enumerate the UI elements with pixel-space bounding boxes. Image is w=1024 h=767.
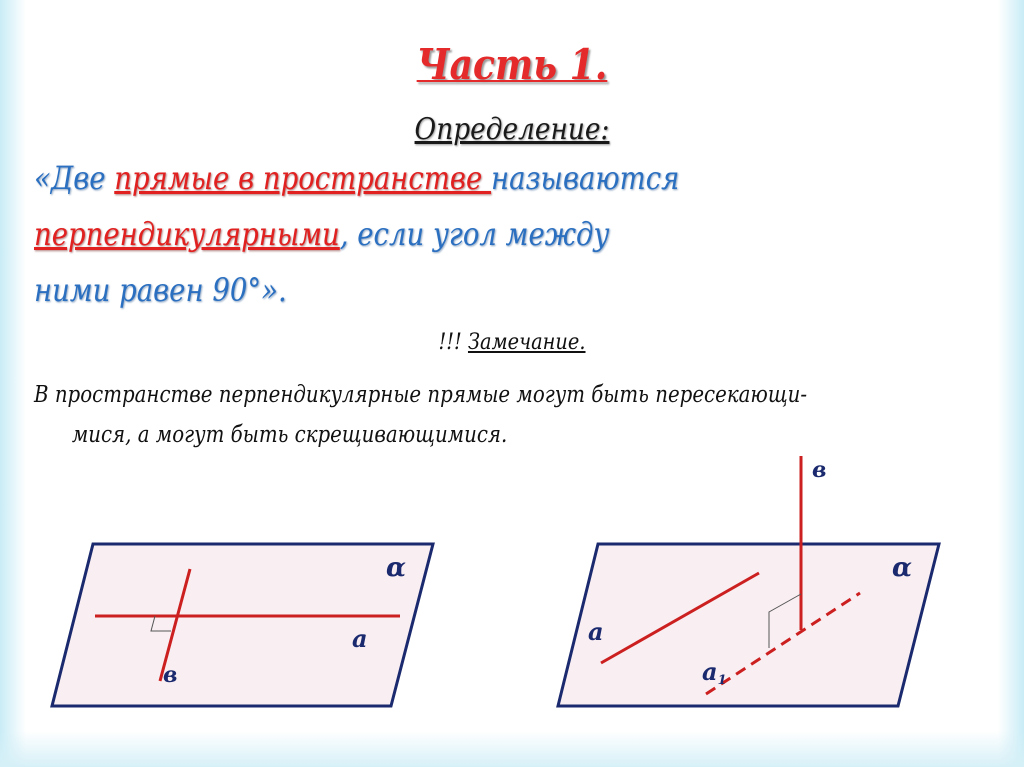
- figure-skew: [558, 456, 939, 706]
- line-a1-letter: а: [702, 657, 718, 686]
- definition-term-perpendicular: перпендикулярными: [34, 215, 340, 253]
- line-a-label-left: а: [352, 624, 368, 653]
- remark-label: Замечание.: [467, 330, 586, 355]
- figure-intersecting: [52, 544, 433, 706]
- definition-verb: называются: [490, 159, 680, 197]
- definition-rest: , если угол между ними равен 90°».: [34, 215, 610, 309]
- plane-alpha-right: [558, 544, 939, 706]
- remark-line-1: В пространстве перпендикулярные прямые могут быть пересекающи-: [34, 382, 808, 408]
- slide-title: Часть 1.: [416, 40, 608, 89]
- line-a-label-right: а: [588, 617, 604, 646]
- plane-label-right: α: [892, 553, 913, 583]
- plane-alpha-left: [52, 544, 433, 706]
- remark-line-2: мися, а могут быть скрещивающимися.: [71, 422, 508, 448]
- line-a1-subscript: 1: [717, 673, 727, 688]
- line-b-label-left: в: [163, 662, 178, 688]
- remark-prefix: !!!: [438, 330, 468, 355]
- definition-open: «Две: [34, 159, 115, 197]
- line-b-label-right: в: [812, 457, 827, 483]
- definition-term-lines: прямые в пространстве: [114, 159, 491, 197]
- definition-heading: Определение:: [414, 112, 610, 147]
- plane-label-left: α: [386, 553, 407, 583]
